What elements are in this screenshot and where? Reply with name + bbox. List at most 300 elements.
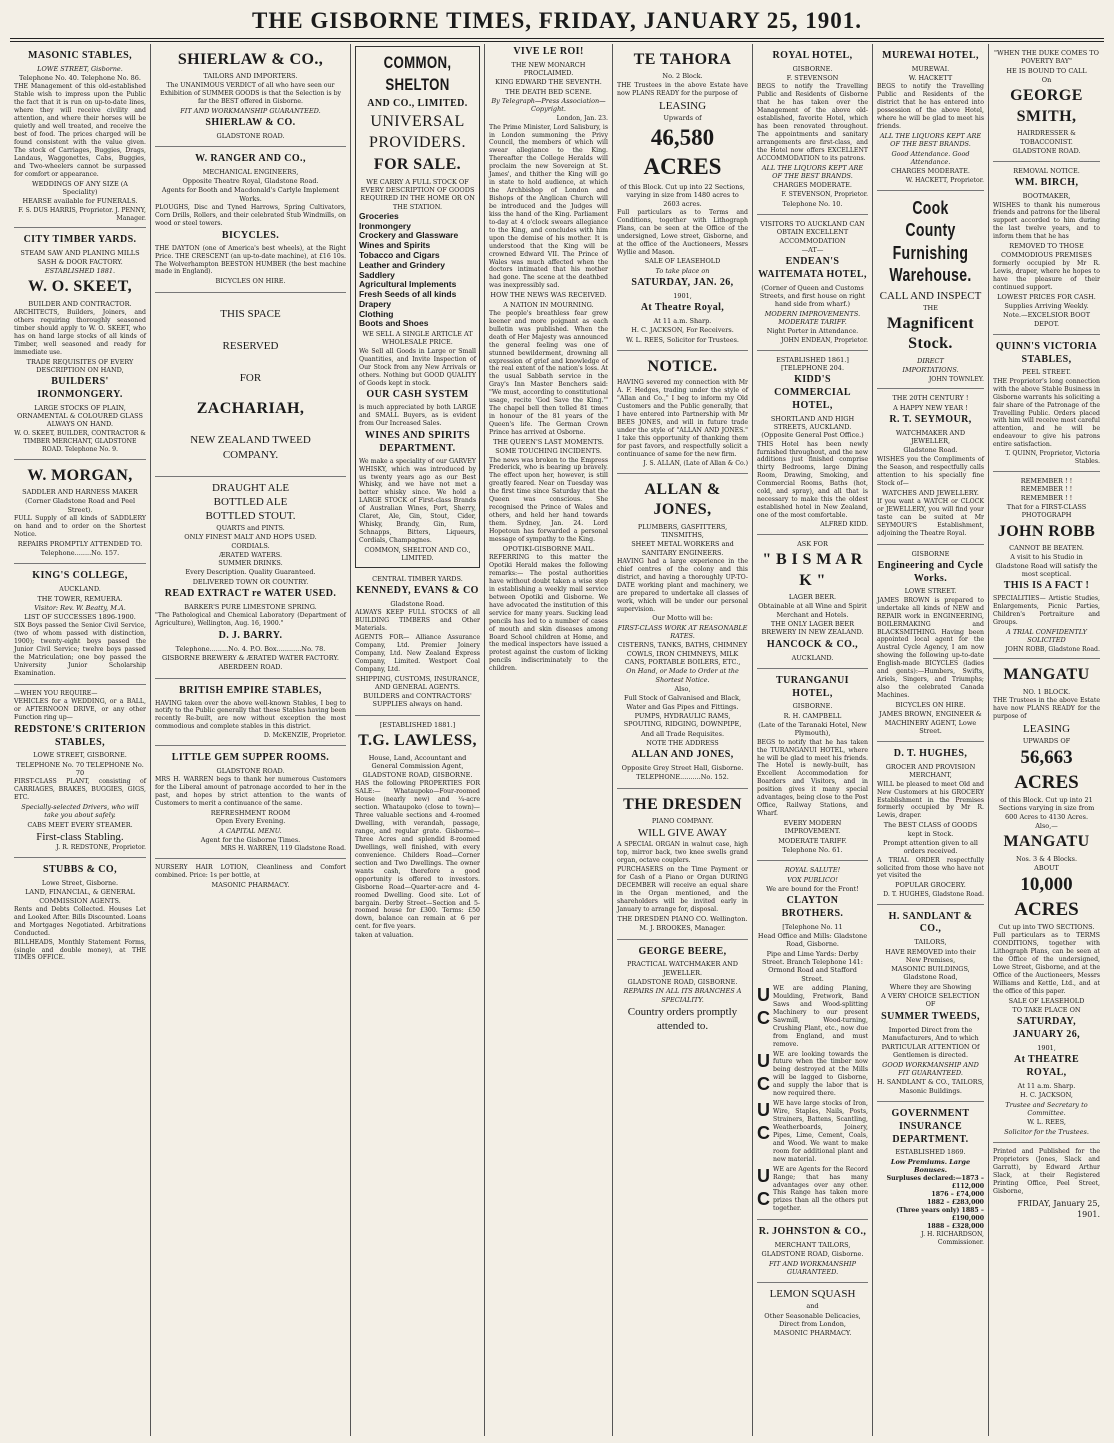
british-empire-sign: D. McKENZIE, Proprietor. (263, 732, 346, 740)
wholesale: WE SELL A SINGLE ARTICLE AT WHOLESALE PRICE. (362, 330, 473, 347)
govt-insurance-ad (877, 1102, 984, 1252)
masonic-stables-ad (14, 44, 146, 228)
cycle-head: GISBORNE (911, 549, 950, 558)
shierlaw-guarantee: FIT AND WORKMANSHIP GUARANTEED. (180, 106, 321, 115)
govt-insurance-title: GOVERNMENT INSURANCE DEPARTMENT. (891, 1108, 970, 1145)
endean-night: Night Porter in Attendance. (766, 327, 859, 336)
sandlant-choice: A VERY CHOICE SELECTION OF (881, 992, 980, 1009)
allan-jones-motto: Our Motto will be: (652, 614, 713, 623)
te-tahora-time: At 11 a.m. Sharp. (653, 317, 712, 326)
dresden-sub: PIANO COMPANY. (651, 817, 714, 826)
hughes-best: The BEST CLASS of GOODS kept in Stock. (883, 821, 978, 838)
mangatu-ad (993, 659, 1100, 1142)
masonic-stables-tel: Telephone No. 40. Telephone No. 86. (19, 74, 141, 83)
cordials-note: Every Description. Quality Guaranteed. (185, 568, 316, 577)
george-smith-ad (993, 44, 1100, 162)
beere-country: Country orders promptly attended to. (627, 1005, 738, 1032)
goods-item: Groceries (359, 210, 399, 221)
hancock-address: AUCKLAND. (791, 653, 834, 662)
goods-item: Fresh Seeds of all kinds (359, 289, 457, 300)
wines-body: We make a speciality of our GARVEY WHISKY, which was introduced by us twenty years ago as our Best Whisky, and we have not met a better whisky since. We hold a LARGE STOCK of First-class Brands of Australian Wines, Port, Sherry, Claret, Ale, Gin, Stout, Cider, Whisky, Brandy, Gin, Rum, Schnapps, Bitters, Liqueurs, Cordials, Champagnes. (359, 457, 476, 545)
masonic-stables-hearse: HEARSE available for FUNERALS. (22, 197, 138, 206)
nursery-body: NURSERY HAIR LOTION, Cleanliness and Comfort combined. Price: 1s per bottle, at (155, 864, 346, 880)
kings-college-ad (14, 564, 146, 685)
redstone-sub: LOWE STREET, GISBORNE. (33, 751, 127, 760)
skeet-title: W. O. SKEET, (28, 278, 132, 296)
dresden-ad (617, 789, 748, 940)
lemon-squash: LEMON SQUASH (769, 1288, 856, 1301)
popular-grocery: POPULAR GROCERY. (895, 881, 966, 890)
te-tahora-theatre: At Theatre Royal, (640, 302, 725, 314)
turanganui-telephone: Telephone No. 61. (782, 845, 843, 854)
draught-ale: DRAUGHT ALE (211, 481, 290, 494)
beere-address: GLADSTONE ROAD, GISBORNE. (627, 977, 738, 986)
endean-address: (Corner of Queen and Customs Streets, and first house on right hand side from wharf.) (759, 283, 866, 309)
kidd-title: KIDD'S COMMERCIAL HOTEL, (774, 374, 851, 411)
opotiki-mail: OPOTIKI-GISBORNE MAIL. (502, 544, 595, 553)
mangatu-sale: SALE OF LEASEHOLD (1008, 996, 1085, 1005)
allan-jones-order: On Hand, or Made to Order at the Shortest Notice. (626, 667, 739, 684)
goods-item: Leather and Grindery (359, 259, 445, 270)
mangatu-theatre: At THEATRE ROYAL, (1013, 1054, 1080, 1079)
little-gem-agent: Agent for the Gisborne Times. (200, 836, 301, 845)
kidd-sign: ALFRED KIDD. (820, 520, 868, 528)
goods-body: We Sell all Goods in Large or Small Quantities, and Invite Inspection of Our Stock from any New Arrivals or others. Nothing but GOOD QUALITY of Goods kept in stock. (359, 347, 476, 387)
touching-incidents: SOME TOUCHING INCIDENTS. (495, 447, 602, 456)
masthead-rule (10, 38, 1104, 39)
masthead: THE GISBORNE TIMES, FRIDAY, JANUARY 25, 1901. (252, 8, 862, 33)
barkers-body: "The Pathological and Chemical Laboratory (Department of Agriculture), Wellington, Aug. 16, 1900." (155, 612, 346, 628)
johnston-title: R. JOHNSTON & CO., (758, 1226, 867, 1238)
allan-jones-pumps: PUMPS, HYDRAULIC RAMS, SPOUTING, RIDGING, DOWNPIPE, (623, 711, 742, 729)
quinn-sub: PEEL STREET. (1022, 368, 1071, 377)
common-shelton-title: COMMON, SHELTON (383, 53, 452, 94)
morgan-sub: SADDLER AND HARNESS MAKER (22, 488, 138, 497)
cordials: CORDIALS. ÆRATED WATERS. SUMMER DRINKS. (218, 542, 283, 568)
bicycles-body: THE DAYTON (one of America's best wheels), at the Right Price. THE CRESCENT (an up-to-date machine), at £16 10s. The Wolverhampton BEESTON HUMBER (the best machine made in England). (155, 244, 346, 276)
endean-visitors: VISITORS TO AUCKLAND CAN OBTAIN EXCELLENT ACCOMMODATION (760, 219, 865, 245)
cash-system: OUR CASH SYSTEM (366, 389, 469, 401)
uc-text-1: WE are adding Planing, Moulding, Fretwork, Band Saws and Wood-splitting Machinery to our present Sawmill, Wood-turning, Crushing Plant, etc., now due from England, and must remove. (773, 985, 868, 1048)
allan-jones-first-class: FIRST-CLASS WORK AT REASONABLE RATES. (617, 623, 748, 641)
news-story-4: REFERRING to this matter the Opotiki Herald makes the following remarks:— The postal authorities have without doubt taken a wise step in establishing a weekly mail service between Opotiki and Gisborne. We have advocated the institution of this service for many years. Sucking lead pencils has led to a number of cases of mouth and skin diseases among Board School children at Home, and the medical inspectors have issued a protest against the custom of licking pencils indiscriminately to the children. (489, 554, 608, 673)
govt-commissioner: J. H. RICHARDSON, Commissioner. (921, 1230, 984, 1246)
wines-title: WINES AND SPIRITS DEPARTMENT. (364, 430, 471, 454)
cycle-body: JAMES BROWN is prepared to undertake all kinds of NEW and REPAIR work in ENGINEERING, BOILERMAKING and BLACKSMITHING. Having been appointed local agent for the Austral Cycle Agency, I am now showing the following up-to-date English-made BICYCLES (ladies and gents):—Humbers, Swifts, Ariels, Singers, and Triumphs; also the celebrated Canada Machines. (877, 596, 984, 700)
johnston-ad (757, 1220, 868, 1283)
murewai-title: MUREWAI HOTEL, (882, 50, 979, 61)
mangatu-2-title: MANGATU (1003, 833, 1090, 851)
kidd-est: ESTABLISHED 1861.] [TELEPHONE 204. (776, 355, 849, 372)
royal-hotel-liquor: ALL THE LIQUORS KEPT ARE OF THE BEST BRANDS. (761, 163, 864, 181)
column-8 (988, 44, 1104, 1436)
morgan-ad (14, 460, 146, 565)
dresden-give-away: WILL GIVE AWAY (637, 827, 728, 840)
dresden-body2: PURCHASERS on the Time Payment or for Cash of a Piano or Organ DURING DECEMBER will receive an equal share in the Organ mentioned, and the shareholders will be invited early in January to arrange for, disposal. (617, 866, 748, 913)
telegraph-credit: By Telegraph—Press Association—Copyright. (491, 97, 606, 114)
redstone-cabs: CABS MEET EVERY STEAMER. (27, 820, 133, 829)
barry-title: D. J. BARRY. (218, 630, 283, 641)
birch-sub: BOOTMAKER, (1022, 192, 1071, 201)
birch-ad (993, 162, 1100, 335)
mangatu-2-sub: Nos. 3 & 4 Blocks. (1015, 854, 1078, 863)
masonic-stables-weddings: WEDDINGS OF ANY SIZE (A Speciality) (31, 179, 129, 196)
barry-telephone: Telephone.........No. 4. P.O. Box............No. 78. (175, 644, 326, 653)
dresden-title: THE DRESDEN (623, 795, 742, 813)
murewai-sub: MUREWAI. (911, 64, 950, 73)
masonic-pharmacy: MASONIC PHARMACY. (773, 1329, 852, 1338)
robb-sub: CANNOT BE BEATEN. (1009, 544, 1084, 553)
royal-hotel-sign: F. STEVENSON, Proprietor. (781, 190, 868, 198)
notice-sign: J. S. ALLAN, (Late of Allan & Co.) (643, 459, 748, 467)
cycle-address: LOWE STREET. (904, 587, 957, 596)
allan-jones-sub2: SHEET METAL WORKERS and SANITARY ENGINEERS. (631, 540, 734, 557)
te-tahora-body: THE Trustees in the above Estate have now PLANS READY for the purpose of (617, 81, 748, 97)
birch-note: Note.—EXCELSIOR BOOT DEPOT. (1002, 311, 1091, 328)
dateline-london: London, Jan. 23. (556, 114, 608, 122)
sandlant-imported: Imported Direct from the Manufacturers, And to which (882, 1025, 979, 1042)
uc-text-4: WE are Agents for the Record Range; that has many advantages over any other. This Range has taken more prizes than all the others put together. (773, 1165, 868, 1213)
bismark-title: " B I S M A R K " (762, 551, 863, 589)
morgan-telephone: Telephone........No. 157. (40, 549, 120, 558)
zachariah-title: ZACHARIAH, (196, 399, 305, 417)
redstone-title: REDSTONE'S CRITERION STABLES, (14, 723, 146, 748)
wines-sign: COMMON, SHELTON AND CO., LIMITED. (364, 545, 471, 563)
endean-at: —AT— (801, 245, 824, 254)
campbell-name: R. H. CAMPBELL (783, 711, 842, 720)
allan-jones-sub: PLUMBERS, GASFITTERS, TINSMITHS, (637, 522, 728, 539)
shierlaw-body: The UNANIMOUS VERDICT of all who have seen our Exhibition of SUMMER GOODS is that the Selection is by far the BEST offered in Gisborne. (159, 81, 342, 105)
skeet-sign: W. O. SKEET, BUILDER, CONTRACTOR & TIMBER MERCHANT, GLADSTONE ROAD. Telephone No. 9. (14, 429, 146, 453)
uc-block-1 (757, 984, 868, 1050)
te-tahora-sub: No. 2 Block. (662, 72, 703, 81)
stubbs-title: STUBBS & CO, (43, 864, 117, 876)
mangatu-upwards: UPWARDS OF (1022, 737, 1071, 746)
shierlaw-title: SHIERLAW & CO., (177, 51, 324, 68)
cash-body: is much appreciated by both LARGE and SMALL Buyers, as is evident from Our Increased Sales. (359, 404, 476, 428)
mangatu-jackson-sub: Trustee and Secretary to Committee. (1005, 1100, 1088, 1117)
redstone-body: FIRST-CLASS PLANT, consisting of CARRIAGES, BRAKES, BUGGIES, GIGS, ETC. (14, 778, 146, 802)
murewai-attendance: Good Attendance. Good Attendance. (891, 149, 970, 166)
king-edward: KING EDWARD THE SEVENTH. (495, 78, 602, 87)
murewai-liquor: ALL THE LIQUORS KEPT ARE OF THE BEST BRANDS. (879, 132, 982, 149)
cycle-hire: BICYCLES ON HIRE. (895, 700, 966, 709)
te-tahora-acres-body: of this Block. Cut up into 22 Sections, varying in size from 1480 acres to 2603 acres. (620, 182, 745, 208)
morgan-repairs: REPAIRS PROMPTLY ATTENDED TO. (17, 539, 143, 548)
hughes-ad (877, 742, 984, 904)
te-tahora-date: SATURDAY, JAN. 26, (631, 277, 734, 289)
ranger-address: Opposite Theatre Royal, Gladstone Road. (182, 177, 319, 186)
bismark-obtain: Obtainable at all Wine and Spirit Merchant and Hotels. (758, 602, 867, 619)
stubbs-body: Rents and Debts Collected. Houses Let and Looked After. Bills Discounted. Loans and Mortgages Negotiated. Arbitrations Conducted. (14, 905, 146, 937)
shierlaw-address: GLADSTONE ROAD. (216, 131, 285, 140)
goods-item: Clothing (359, 308, 394, 319)
sandlant-body: HAVE REMOVED into their New Premises, (885, 947, 976, 964)
little-gem-ad (155, 746, 346, 859)
skeet-trade: TRADE REQUISITES OF EVERY DESCRIPTION ON HAND, (26, 357, 134, 374)
allan-jones-pumps2: And all Trade Requisites. (640, 729, 725, 738)
mangatu-1-title: MANGATU (1003, 666, 1090, 684)
goods-item: Tobacco and Cigars (359, 250, 440, 261)
skeet-ironmongery: BUILDERS' IRONMONGERY. (37, 376, 123, 401)
uc-block-4 (757, 1165, 868, 1215)
brewery-address: ABERDEEN ROAD. (218, 663, 283, 672)
morgan-title: W. MORGAN, (27, 466, 133, 484)
little-gem-refresh: REFRESHMENT ROOM Open Every Evening. (210, 809, 291, 826)
column-4-news (484, 44, 612, 1436)
nation-mourning: A NATION IN MOURNING. (503, 300, 594, 309)
stubbs-sub: Lowe Street, Gisborne. (41, 878, 119, 887)
notice-ad (617, 351, 748, 474)
robb-visit: A visit to his Studio in Gladstone Road will satisfy the most sceptical. (995, 553, 1098, 579)
te-tahora-place: To take place on (655, 266, 710, 275)
kennedy-address: Gladstone Road. (390, 599, 445, 608)
bound-front: We are bound for the Front! (766, 884, 859, 893)
british-empire-body: HAVING taken over the above well-known Stables, I beg to notify to the Public generally that these Stables having been recently Re-built, are now without exception the most commodious and complete stables in this district. (155, 699, 346, 731)
newspaper-page (10, 44, 1104, 1436)
nursery-lotion-ad (155, 859, 346, 895)
te-tahora-acres: 46,580 ACRES (643, 125, 722, 180)
column-2 (150, 44, 350, 1436)
bottled-stout: BOTTLED STOUT. (205, 509, 296, 522)
cycle-works-ad (877, 545, 984, 743)
kings-college-body: SIX Boys passed the Senior Civil Service, (two of whom passed with distinction, 1900); twenty-eight boys passed the Junior Civil Service; twelve boys passed the Matriculation; one boy passed the University Junior Scholarship Examination. (14, 622, 146, 678)
lemon-and: and (806, 1302, 819, 1311)
little-gem-menu: A CAPITAL MENU. (219, 826, 282, 835)
hackett-body: BEGS to notify the Travelling Public and Residents of the district that he has entered into possession of the above Hotel, where he will be glad to meet his friends. (877, 83, 984, 131)
ask-for: ASK FOR (797, 539, 828, 548)
cook-county-title: Cook County Furnishing Warehouse. (889, 197, 972, 286)
allan-jones-also: Also, (674, 684, 691, 693)
redstone-ad (14, 685, 146, 858)
robb-title: JOHN ROBB (997, 522, 1096, 540)
beere-repairs: REPAIRS IN ALL ITS BRANCHES A SPECIALITY. (623, 987, 742, 1004)
mangatu-full: Full particulars as to TERMS CONDITIONS, together with Lithograph Plans, can be seen at the Office of the undersigned, Lowe Street, Gisborne, and at the Office of the Auctioneers, Messrs Williams and Kettle, Ltd., and at the office of this paper. (993, 932, 1100, 995)
allan-jones-telephone: TELEPHONE..........No. 152. (636, 773, 729, 782)
royal-hotel-title: ROYAL HOTEL, (772, 50, 853, 61)
full-stock: WE CARRY A FULL STOCK OF EVERY DESCRIPTION OF GOODS REQUIRED IN THE HOME OR ON THE STATION. (360, 177, 475, 211)
masonic-stables-body: THE Management of this old-established Stable wish to impress upon the Public the fact that it is run on up-to-date lines, where they will receive civility and attention, and where their horses will be quietly and well treated, and receive the best of food. The prices charged will be found consistent with the value given. The stock of Carriages, Buggies, Drags, Landaus, Waggonettes, Cabs, Buggies, and Two-wheelers cannot be surpassed for comfort or appearance. (14, 83, 146, 178)
common-shelton-ad (355, 46, 480, 568)
robb-sign: JOHN ROBB, Gladstone Road. (1005, 645, 1100, 653)
campbell-late: (Late of the Taranaki Hotel, New Plymouth), (758, 721, 867, 738)
royal-hotel-telephone: Telephone No. 10. (782, 199, 843, 208)
johnston-fit: FIT AND WORKMANSHIP GUARANTEED. (769, 1259, 856, 1276)
goods-item: Saddlery (359, 269, 395, 280)
vehicles-notice: —WHEN YOU REQUIRE— VEHICLES for a WEDDING, or a BALL, or AFTERNOON DRIVE, or any other Function ring up— (14, 690, 146, 721)
for-sale: FOR SALE. (373, 156, 462, 174)
george-smith-title: GEORGE SMITH, (1010, 87, 1083, 125)
column-1 (10, 44, 150, 1436)
endean-title: ENDEAN'S WAITEMATA HOTEL, (758, 256, 867, 281)
allan-jones-list: CISTERNS, TANKS, BATHS, CHIMNEY COWLS, IRON CHIMNEYS, MILK CANS, PORTABLE BOILERS, ETC., (617, 641, 748, 667)
space-line-3: FOR (239, 371, 262, 384)
uc-mark: U C (757, 985, 770, 1029)
lager-beer: LAGER BEER. (788, 593, 837, 602)
quinn-title: QUINN'S VICTORIA STABLES, (995, 340, 1098, 365)
first-class-photo: That for a FIRST-CLASS PHOTOGRAPH (1006, 503, 1087, 520)
uc-mark: U C (757, 1165, 770, 1209)
george-smith-sub: HAIRDRESSER & TOBACCONIST. (1017, 129, 1076, 146)
johnston-sub: MERCHANT TAILORS, (774, 1241, 851, 1250)
every-improvement: EVERY MODERN IMPROVEMENT. (783, 819, 842, 836)
endean-modern: MODERN IMPROVEMENTS. MODERATE TARIFF. (764, 309, 861, 327)
mangatu-acres: 56,663 ACRES (1014, 747, 1079, 793)
te-tahora-full: Full particulars as to Terms and Conditions, together with Lithograph Plans, can be seen at the Office of the undersigned, Lowe street, Gisborne, and at the office of the Auctioneers, Messrs Wyllie and Mason. (617, 208, 748, 256)
sandlant-sub: TAILORS, (914, 938, 947, 947)
city-timber-title: CITY TIMBER YARDS. (23, 234, 137, 246)
imprint (993, 1143, 1100, 1225)
masonic-stables-sub: LOWE STREET, Gisborne. (37, 64, 123, 73)
malt-hops: ONLY FINEST MALT AND HOPS USED. (184, 533, 317, 542)
birch-body: WISHES to thank his numerous friends and patrons for the liberal support accorded to him during the last twelve years, and to inform them that he has (993, 201, 1100, 241)
birch-supplies: Supplies Arriving Weekly. (1004, 301, 1089, 310)
robb-trial: A TRIAL CONFIDENTLY SOLICITED (1006, 627, 1087, 645)
hackett-name: W. HACKETT (908, 74, 953, 83)
clayton-telephone: [Telephone No. 11 (782, 922, 843, 931)
the-word: THE (923, 303, 938, 312)
notice-title: NOTICE. (647, 357, 718, 375)
city-timber-sub: STEAM SAW AND PLANING MILLS SASH & DOOR FACTORY. (20, 249, 140, 266)
british-empire-ad (155, 679, 346, 746)
birch-removed: REMOVED TO THOSE COMMODIOUS PREMISES (1001, 242, 1092, 259)
shierlaw-sub: TAILORS AND IMPORTERS. (203, 72, 298, 81)
johnston-address: GLADSTONE ROAD, Gisborne. (761, 1250, 864, 1259)
mangatu-acres-2: 10,000 ACRES (1014, 874, 1079, 920)
century: THE 20TH CENTURY ! (892, 394, 969, 403)
bottled-ale: BOTTLED ALE (213, 495, 288, 508)
murewai-ad (877, 44, 984, 191)
clayton-address: Head Office and Mills: Gladstone Road, Gisborne. (757, 932, 868, 949)
city-timber-est: ESTABLISHED 1881. (44, 266, 116, 275)
column-5 (612, 44, 752, 1436)
te-tahora-sale: SALE OF LEASEHOLD (644, 257, 721, 266)
goods-item: Crockery and Glassware (359, 230, 459, 241)
royal-hotel-sub: GISBORNE. (792, 64, 833, 73)
how-news-received: HOW THE NEWS WAS RECEIVED. (490, 291, 607, 300)
redstone-drivers: Specially-selected Drivers, who will take you about safely. (21, 803, 139, 820)
mangatu-also: Also,— (1035, 822, 1058, 831)
read-extract: READ EXTRACT re WATER USED. (164, 588, 337, 600)
quarts-pints: QUARTS and PINTS. (216, 523, 285, 532)
royal-hotel-ad (757, 44, 868, 215)
magnificent-stock: Magnificent Stock. (886, 314, 975, 353)
allan-jones-stock: Full Stock of Galvanised and Black, Water and Gas Pipes and Fittings. (624, 694, 741, 711)
mangatu-year: 1901, (1037, 1044, 1056, 1053)
allan-jones-note: NOTE THE ADDRESS (646, 738, 719, 747)
masonic-stables-sign: F. S. DUS HARRIS, Proprietor. J. PENNY, Manager. (18, 206, 146, 222)
robb-ad (993, 472, 1100, 659)
lawless-ad (355, 716, 480, 946)
sandlant-address: MASONIC BUILDINGS, Gladstone Road, (891, 965, 970, 982)
skeet-body: ARCHITECTS, Builders, Joiners, and others requiring thoroughly seasoned timber should apply to W. O. SKEET, who has on hand large stocks of all kinds of Timber, well seasoned and ready for immediate use. (14, 309, 146, 356)
cycle-title: Engineering and Cycle Works. (877, 559, 984, 584)
hughes-title: D. T. HUGHES, (893, 748, 968, 760)
new-monarch: THE NEW MONARCH PROCLAIMED. (511, 60, 586, 78)
bicycles-title: BICYCLES. (221, 229, 280, 241)
uc-block-3 (757, 1099, 868, 1165)
murewai-charges: CHARGES MODERATE. (890, 167, 970, 176)
lawless-title: T.G. LAWLESS, (358, 732, 477, 750)
city-timber-ad (14, 228, 146, 459)
mangatu-date: SATURDAY, JANUARY 26, (1012, 1016, 1080, 1041)
te-tahora-jackson: H. C. JACKSON, For Receivers. (631, 326, 734, 335)
goods-item: Wines and Spirits (359, 240, 431, 251)
beere-ad (617, 940, 748, 1039)
brewery-ad (155, 477, 346, 679)
queens-last-moments: THE QUEEN'S LAST MOMENTS. (493, 437, 604, 446)
te-tahora-rees: W. L. REES, Solicitor for Trustees. (626, 335, 739, 344)
little-gem-body: MRS H. WARREN begs to thank her numerous Customers for the Liberal amount of patronage accorded to her in the past, and hopes by strict attention to the wants of Customers to merit a continuance of the same. (155, 776, 346, 808)
mangatu-time: At 11 a.m. Sharp. (1017, 1081, 1076, 1090)
kidd-body: THIS Hotel has been newly furnished throughout, and the new additions just finished comprise thirty Bedrooms, large Dining Room, Drawing, Smoking, and Commercial Rooms, Baths (hot, cold, and spray), and all that is necessary to make this the oldest established hotel in New Zealand, one of the most comfortable. (757, 440, 868, 520)
shierlaw-ad (155, 44, 346, 147)
kings-college-list: LIST OF SUCCESSES 1896-1900. (24, 613, 136, 622)
kidd-address: SHORTLAND AND HIGH STREETS, AUCKLAND. (Opposite General Post Office.) (761, 414, 864, 440)
masonic-stables-title: MASONIC STABLES, (27, 50, 133, 61)
masthead-rule-double (10, 41, 1104, 42)
campbell-body: BEGS to notify that he has taken the TURANGANUI HOTEL, where he will be glad to meet his friends. The Hotel is newly-built, has Excellent Accommodation for Boarders and Visitors, and in position gives it many special advantages, being close to the Post Office, Railway Stations, and Wharf. (757, 738, 868, 818)
robb-specialities: SPECIALITIES— Artistic Studies, Enlargements, Picnic Parties, Children's Portraiture and Groups. (993, 595, 1100, 626)
dresden-sign: THE DRESDEN PIANO CO. Wellington. (617, 914, 748, 923)
quinn-body: THE Proprietor's long connection with the above Stable Business in Gisborne warrants his soliciting a fair share of the Patronage of the Travelling Public. Orders placed with him will receive most careful attention, and he will be endeavour to give his patrons entire satisfaction. (993, 377, 1100, 449)
seymour-stock: WATCHES AND JEWELLERY. (882, 488, 979, 497)
clayton-title: CLAYTON BROTHERS. (781, 895, 844, 920)
news-story-1: The Prime Minister, Lord Salisbury, is in London summoning the Privy Council, the members of which will swear allegiance to the King. Thereafter the College Heralds will proclaim the new Sovereign at St. James', and thither the King will go in state to hold audience, at which the Archbishop of London and Bishops of the Anglican Church will be introduced and the Judges will kiss the hand of the King. Parliament to-day at 4 o'clock swears allegiance to the King, and concludes with him upon the demise of his mother. It is understood that the King will be crowned Edward VII. The Prince of Wales was much affected when the doctors intimated that his mother had gone. The scene at the deathbed was inexpressibly sad. (489, 123, 608, 290)
quinn-ad (993, 335, 1100, 472)
kings-college-visitor: Visitor: Rev. W. Beatty, M.A. (34, 603, 126, 612)
mangatu-body: THE Trustees in the above Estate have now PLANS READY for the purpose of (993, 697, 1100, 721)
british-empire-title: BRITISH EMPIRE STABLES, (179, 684, 322, 696)
kennedy-ad (355, 570, 480, 716)
royal-salute: ROYAL SALUTE! (784, 866, 841, 875)
summer-tweeds: SUMMER TWEEDS, (881, 1010, 980, 1022)
stubbs-ad (14, 858, 146, 968)
seymour-ad (877, 389, 984, 544)
townley-sign: JOHN TOWNLEY. (928, 375, 984, 383)
little-gem-title: LITTLE GEM SUPPER ROOMS. (171, 752, 330, 764)
importations: IMPORTATIONS. (902, 366, 959, 375)
te-tahora-title: TE TAHORA (633, 51, 732, 68)
mangatu-rees: W. L. REES, (1027, 1118, 1066, 1127)
seymour-body: WISHES you the Compliments of the Season, and respectfully calls attention to his specially fine Stock of— (877, 455, 984, 487)
uc-text-3: WE have large stocks of Iron, Wire, Staples, Nails, Posts, Strainers, Battens, Scantling, Weatherboards, Joinery, Pipes, Lime, Cement, Coals, and Wood. We want to make room for additional plant and new material. (773, 1100, 868, 1163)
birch-lowest: LOWEST PRICES FOR CASH. (997, 292, 1096, 301)
clayton-ad (757, 861, 868, 1220)
hughes-trial: A TRIAL ORDER respectfully solicited from those who have not yet visited the (877, 856, 984, 880)
hackett-sign: W. HACKETT, Proprietor. (905, 176, 984, 184)
sandlant-particular: PARTICULAR ATTENTION Of Gentlemen is directed. (881, 1043, 980, 1060)
redstone-tel: TELEPHONE No. 70 TELEPHONE No. 70 (16, 760, 144, 778)
allan-jones-address: Opposite Grey Street Hall, Gisborne. (621, 763, 744, 772)
dresden-body: A SPECIAL ORGAN in walnut case, high top, mirror back, two knee swells grand organ, octave couplers. (617, 841, 748, 865)
notice-body: HAVING severed my connection with Mr A. F. Hedges, trading under the style of "Allan and Co.," I beg to inform my Old Customers and the Public generally, that I have entered into Partnership with Mr BEES JONES, and will in future trade under the style of "ALLAN AND JONES." I take this opportunity of thanking them for past favors, and respectfully solicit a continuance of same for the new firm. (617, 379, 748, 458)
nursery-sign: MASONIC PHARMACY. (211, 881, 290, 890)
te-tahora-ad (617, 44, 748, 351)
news-story-2: The people's breathless fear grew keener and more poignant as each bulletin was published. When the death of Her Majesty was announced the general feeling was one of stunned bewilderment, drowning all expression of grief and knowledge of the real extent of the nation's loss. At the usual Sabbath service in the Gray's Inn Master Benchers said: "We must, according to constitutional usage, recite 'God Save the King.'" The chapel bell then tolled 81 times in honour of the 81 years of the Queen's life. The German Crown Prince has arrived at Osborne. (489, 309, 608, 436)
kennedy-body: ALWAYS KEEP FULL STOCKS of all BUILDING TIMBERS and Other Materials. (355, 609, 480, 632)
goods-item: Ironmongery (359, 220, 411, 231)
skeet-sub: BUILDER AND CONTRACTOR. (28, 299, 132, 308)
stubbs-agents: LAND, FINANCIAL, & GENERAL COMMISSION AGENTS. (25, 888, 135, 905)
govt-premiums: Low Premiums. Large Bonuses. (890, 1157, 971, 1175)
sandlant-good: GOOD WORKMANSHIP AND FIT GUARANTEED. (882, 1060, 979, 1078)
turanganui-title: TURANGANUI HOTEL, (776, 674, 849, 699)
te-tahora-upwards: Upwards of (663, 113, 702, 122)
beere-title: GEORGE BEERE, (638, 945, 727, 957)
govt-surplus: Surpluses declared:—1873 – £112,000 1876 – £74,000 1882 – £283,000 (Three years only) 1885 – £190,000 1888 – £328,000 (886, 1175, 984, 1230)
lawless-address: GLADSTONE ROAD, GISBORNE. (362, 771, 473, 780)
